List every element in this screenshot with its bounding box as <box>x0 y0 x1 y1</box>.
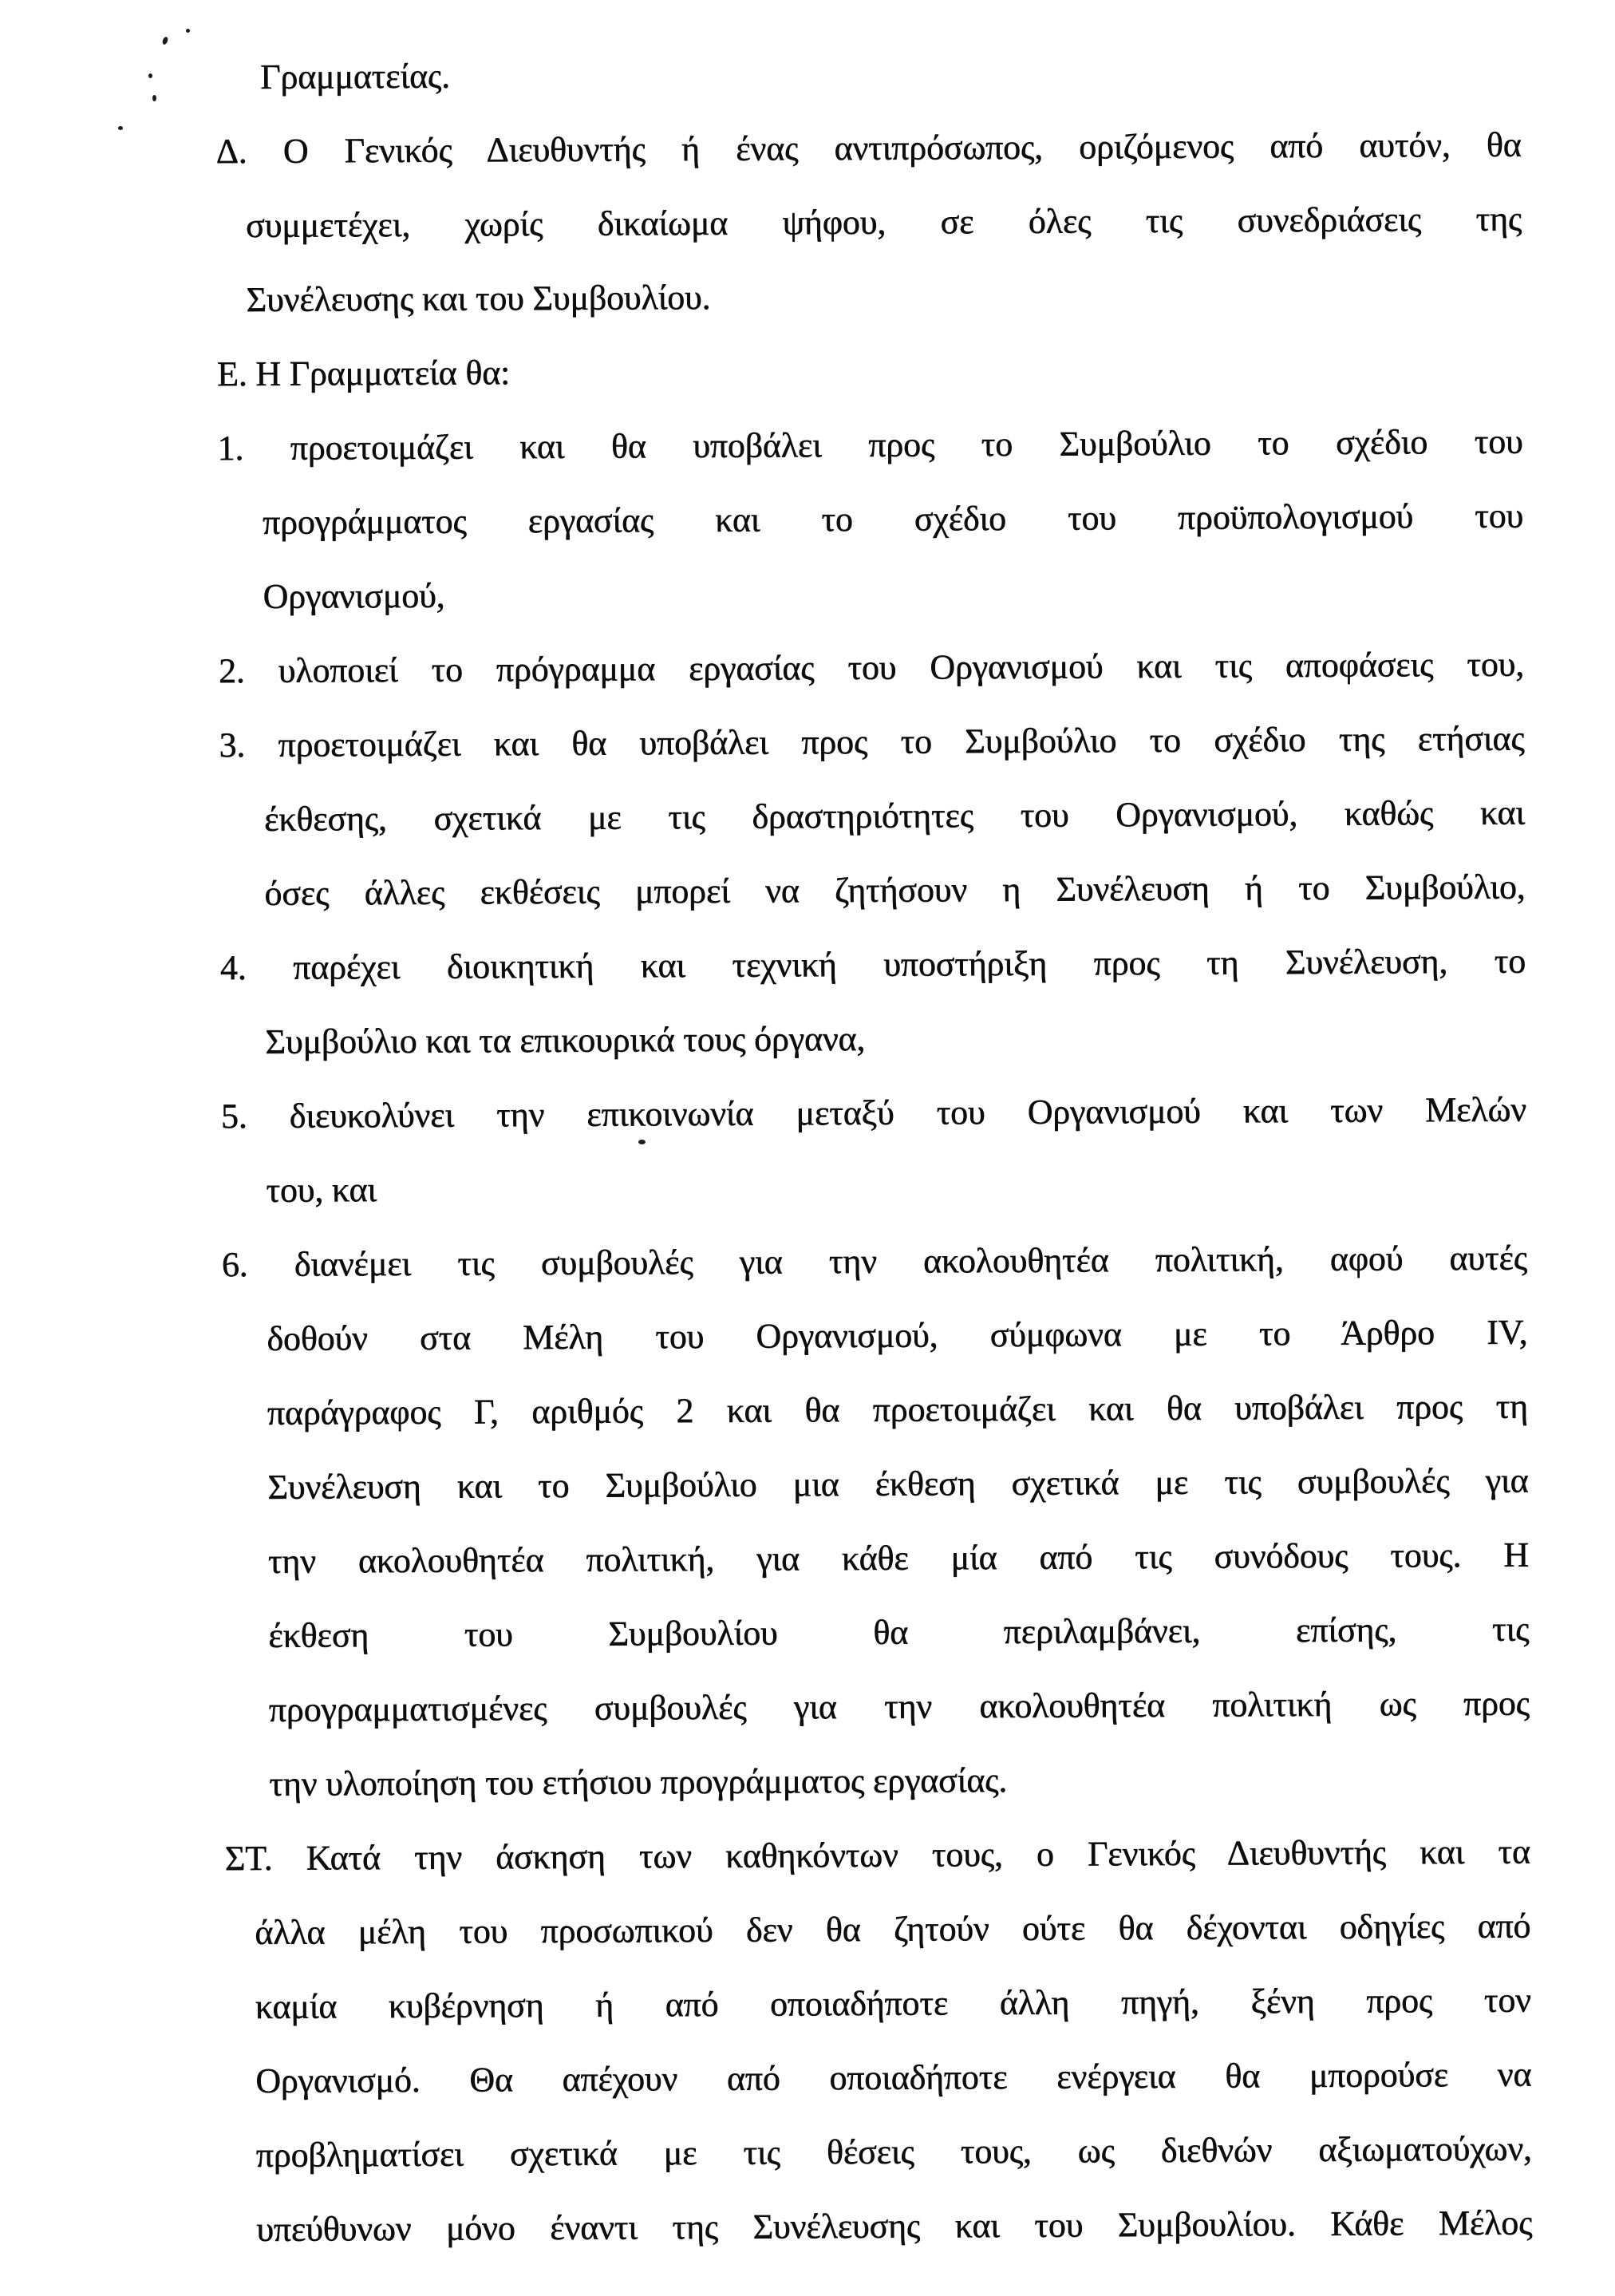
doc-line-11: έκθεσης, σχετικά με τις δραστηριότητες του Οργανισμού, καθώς και <box>263 792 1526 839</box>
pencil-mark <box>148 73 152 78</box>
doc-line-04: Συνέλευσης και του Συμβουλίου. <box>246 278 711 320</box>
doc-line-13-item-4: 4. παρέχει διοικητική και τεχνική υποστήριξη προς τη Συνέλευση, το <box>219 941 1526 988</box>
doc-line-10-item-3: 3. προετοιμάζει και θα υποβάλει προς το Συμβούλιο το σχέδιο της ετήσιας <box>219 718 1525 765</box>
doc-line-12: όσες άλλες εκθέσεις μπορεί να ζητήσουν η Συνέλευση ή το Συμβούλιο, <box>264 867 1526 913</box>
doc-line-18: δοθούν στα Μέλη του Οργανισμού, σύμφωνα με το Άρθρο IV, <box>267 1312 1528 1358</box>
doc-line-05-paragraph-E: Ε. Η Γραμματεία θα: <box>217 353 511 394</box>
doc-line-01: Γραμματείας. <box>260 56 451 97</box>
doc-line-21: την ακολουθητέα πολιτική, για κάθε μία από τις συνόδους τους. Η <box>267 1535 1530 1581</box>
doc-line-03: συμμετέχει, χωρίς δικαίωμα ψήφου, σε όλες τις συνεδριάσεις της <box>246 199 1522 246</box>
doc-line-07: προγράμματος εργασίας και το σχέδιο του προϋπολογισμού του <box>263 496 1524 542</box>
doc-line-20: Συνέλευση και το Συμβούλιο μια έκθεση σχετικά με τις συμβουλές για <box>267 1460 1529 1507</box>
doc-line-19: παράγραφος Γ, αριθμός 2 και θα προετοιμάζει και θα υποβάλει προς τη <box>267 1386 1529 1433</box>
pencil-mark <box>118 126 123 130</box>
doc-line-26: άλλα μέλη του προσωπικού δεν θα ζητούν ούτε θα δέχονται οδηγίες από <box>255 1906 1531 1953</box>
doc-line-28: Οργανισμό. Θα απέχουν από οποιαδήποτε ενέργεια θα μπορούσε να <box>255 2054 1532 2101</box>
doc-line-22: έκθεση του Συμβουλίου θα περιλαμβάνει, επίσης, τις <box>268 1609 1530 1655</box>
pencil-mark <box>152 95 156 101</box>
doc-line-06-item-1: 1. προετοιμάζει και θα υποβάλει προς το Συμβούλιο το σχέδιο του <box>217 421 1523 468</box>
doc-line-15-item-5: 5. διευκολύνει την επικοινωνία μεταξύ του Οργανισμού και των Μελών <box>220 1089 1527 1136</box>
doc-line-29: προβληματίσει σχετικά με τις θέσεις τους, ως διεθνών αξιωματούχων, <box>255 2128 1532 2175</box>
doc-line-14: Συμβούλιο και τα επικουρικά τους όργανα, <box>265 1019 866 1061</box>
doc-line-02-paragraph-D: Δ. Ο Γενικός Διευθυντής ή ένας αντιπρόσωπος, οριζόμενος από αυτόν, θα <box>215 124 1522 172</box>
doc-line-09-item-2: 2. υλοποιεί το πρόγραμμα εργασίας του Οργανισμού και τις αποφάσεις του, <box>219 644 1525 691</box>
doc-line-27: καμία κυβέρνηση ή από οποιαδήποτε άλλη πηγή, ξένη προς τον <box>255 1980 1532 2027</box>
doc-line-16: του, και <box>266 1170 377 1210</box>
doc-line-17-item-6: 6. διανέμει τις συμβουλές για την ακολουθητέα πολιτική, αφού αυτές <box>221 1238 1528 1285</box>
doc-line-25-paragraph-ST: ΣΤ. Κατά την άσκηση των καθηκόντων τους, ο Γενικός Διευθυντής και τα <box>224 1832 1531 1879</box>
document-text <box>215 34 1533 2267</box>
doc-line-08: Οργανισμού, <box>263 575 445 616</box>
pencil-mark <box>186 29 190 33</box>
doc-line-30: υπεύθυνων μόνο έναντι της Συνέλευσης και του Συμβουλίου. Κάθε Μέλος <box>256 2203 1533 2250</box>
pencil-mark <box>161 36 168 45</box>
doc-line-23: προγραμματισμένες συμβουλές για την ακολουθητέα πολιτική ως προς <box>268 1683 1530 1729</box>
doc-line-24: την υλοποίηση του ετήσιου προγράμματος εργασίας. <box>269 1761 1008 1804</box>
